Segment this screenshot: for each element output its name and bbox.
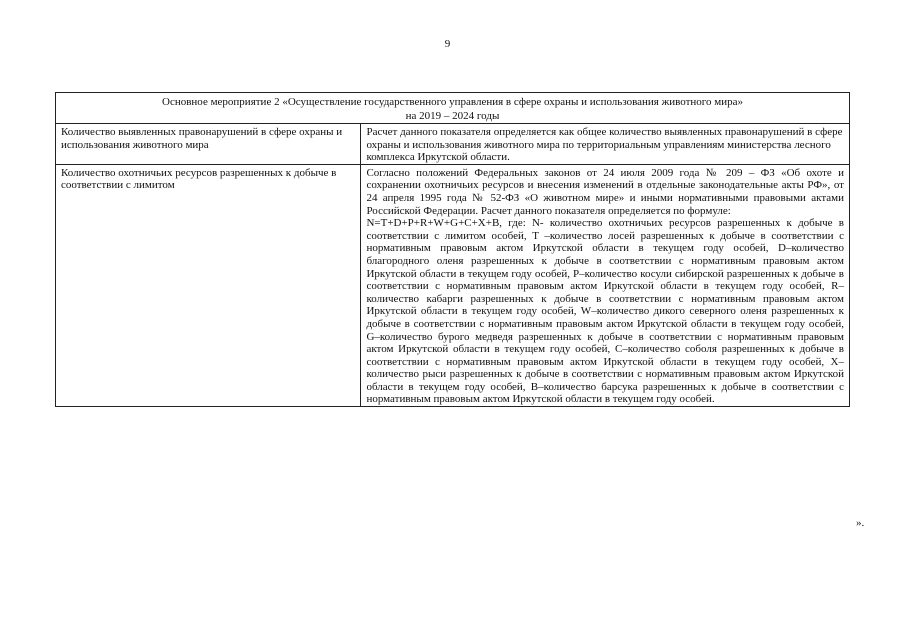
indicator-text: Количество охотничьих ресурсов разрешенных к добыче в соответствии с лимитом <box>61 166 337 192</box>
indicators-table <box>55 92 850 407</box>
calculation-formula-text: N=T+D+P+R+W+G+C+X+B, где: N- количество охотничьих ресурсов разрешенных к добыче в соответствии с лимитом особей, T –количество лосей разрешенных к добыче в соответствии с нормативным правовым актом Иркутской области в текущем году особей, D–количество благородного оленя разрешенных к добыче в соответствии с нормативным правовым актом Иркутской области в текущем году особей, P–количество косули сибирской разрешенных к добыче в соответствии с нормативным правовым актом Иркутской области в текущем году особей, R–количество кабарги разрешенных к добыче в соответствии с нормативным правовым актом Иркутской области в текущем году особей, W–количество дикого северного оленя разрешенных к добыче в соответствии с нормативным правовым актом Иркутской области в текущем году особей, G–количество бурого медведя разрешенных к добыче в соответствии с нормативным правовым актом Иркутской области в текущем году особей, C–количество соболя разрешенных к добыче в соответствии с нормативным правовым актом Иркутской области в текущем году особей, X–количество рыси разрешенных к добыче в соответствии с нормативным правовым актом Иркутской области в текущем году особей, B–количество барсука разрешенных к добыче в соответствии с нормативным правовым актом Иркутской области в текущем году особей. <box>366 217 844 406</box>
table-row <box>56 124 850 165</box>
closing-quote: ». <box>856 517 865 529</box>
table-row <box>56 164 850 406</box>
calculation-cell <box>361 164 850 406</box>
calculation-intro-text: Согласно положений Федеральных законов от 24 июля 2009 года № 209 – ФЗ «Об охоте и сохранении охотничьих ресурсов и внесения изменений в отдельные законодательные акты РФ», от 24 апреля 1995 года № 52-ФЗ «О животном мире» и иными нормативными правовыми актами Российской Федерации. Расчет данного показателя определяется по формуле: <box>366 166 844 217</box>
header-period-line: на 2019 – 2024 годы <box>405 110 500 122</box>
page-number: 9 <box>444 38 451 50</box>
indicator-text: Количество выявленных правонарушений в сфере охраны и использования животного мира <box>61 126 343 151</box>
header-title-line: Основное мероприятие 2 «Осуществление государственного управления в сфере охраны и использования животного мира» <box>162 96 743 108</box>
calculation-text: Расчет данного показателя определяется как общее количество выявленных правонарушений в сфере охраны и использования животного мира по территориальным управлениям министерства лесного комплекса Иркутской области. <box>366 126 843 164</box>
indicator-cell <box>56 124 361 165</box>
indicator-cell <box>56 164 361 406</box>
calculation-cell <box>361 124 850 165</box>
table-header-row <box>56 93 850 124</box>
table-header-cell <box>56 93 850 124</box>
